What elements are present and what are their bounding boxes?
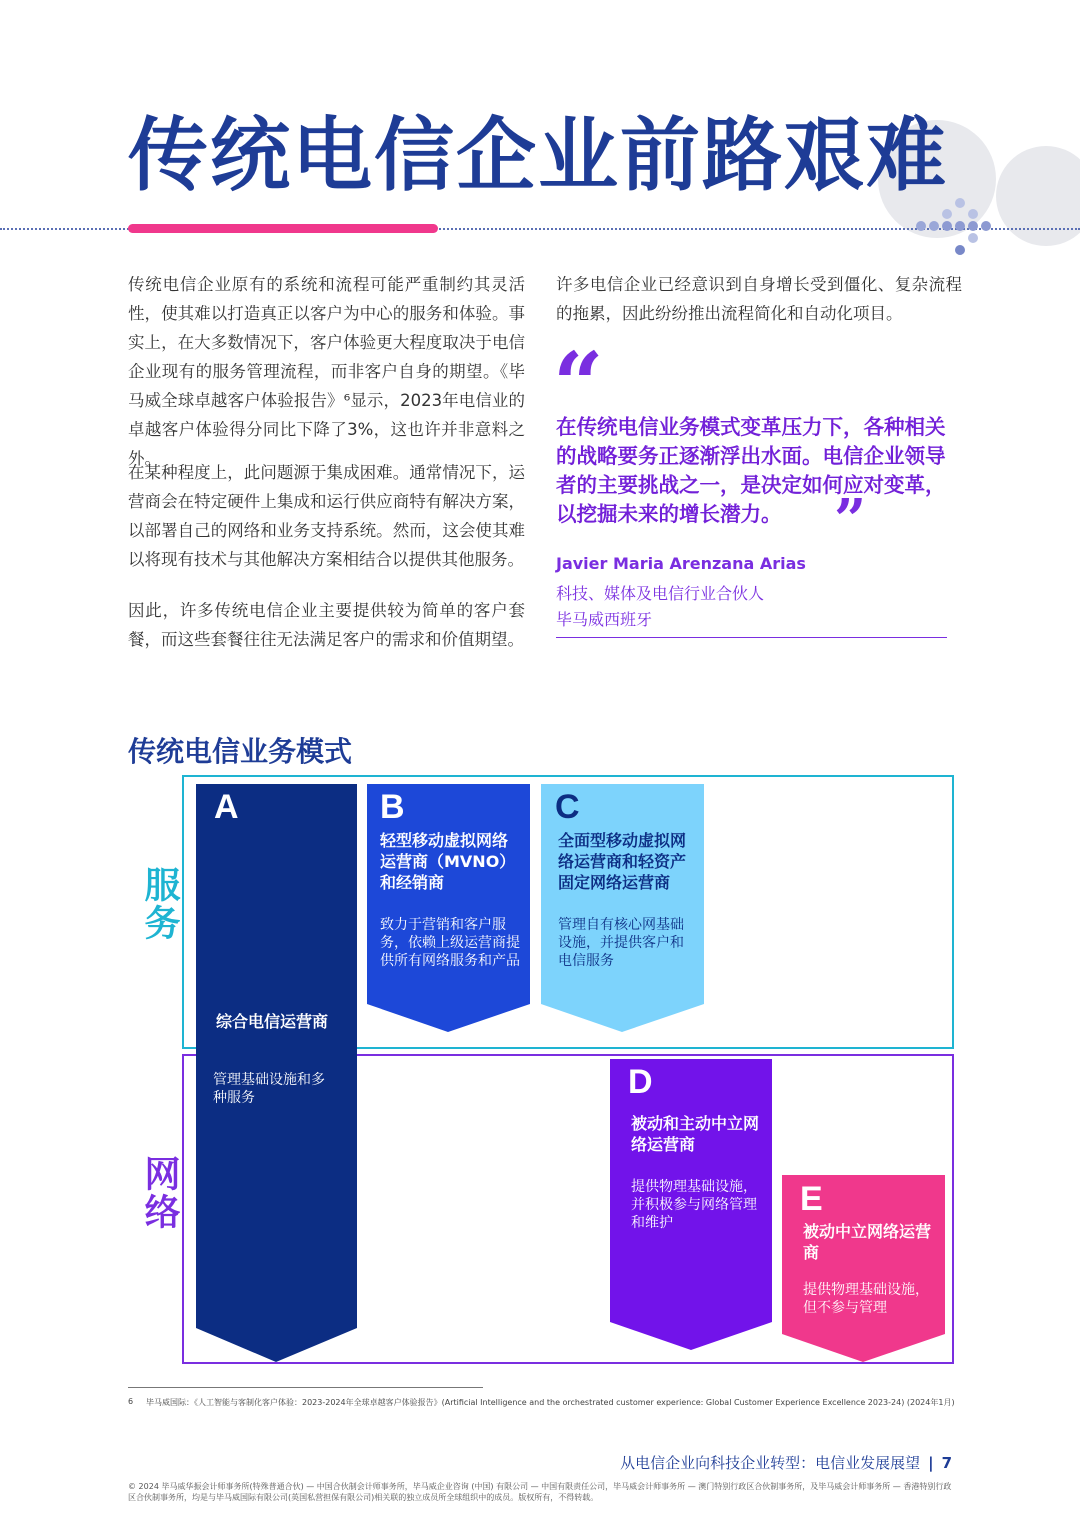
block-b-letter: B bbox=[380, 788, 405, 826]
left-paragraph-3: 因此，许多传统电信企业主要提供较为简单的客户套餐，而这些套餐往往无法满足客户的需求和价值期望。 bbox=[128, 601, 525, 649]
block-a-description: 管理基础设施和多种服务 bbox=[213, 1072, 325, 1106]
quote-open-icon: “ bbox=[553, 332, 604, 436]
footnote-text: 毕马威国际：《人工智能与客制化客户体验：2023-2024年全球卓越客户体验报告》(Artificial Intelligence and the orchestrated customer experience: Global Customer Experience Excellence 2023-24) (2024年1月) bbox=[146, 1398, 955, 1407]
footer-document-title: 从电信企业向科技企业转型：电信业发展展望 bbox=[620, 1454, 921, 1472]
row-label-network: 网络 bbox=[139, 1155, 180, 1231]
quote-close-icon: ” bbox=[834, 487, 867, 553]
author-role: 科技、媒体及电信行业合伙人 bbox=[556, 584, 765, 603]
footnote-rule bbox=[128, 1387, 483, 1388]
left-paragraph-2: 在某种程度上，此问题源于集成困难。通常情况下，运营商会在特定硬件上集成和运行供应商特有解决方案，以部署自己的网络和业务支持系统。然而，这会使其难以将现有技术与其他解决方案相结合以提供其他服务。 bbox=[128, 463, 525, 569]
block-c-letter: C bbox=[555, 788, 580, 826]
copyright-notice: © 2024 毕马威华振会计师事务所(特殊普通合伙) — 中国合伙制会计师事务所，毕马威企业咨询 (中国) 有限公司 — 中国有限责任公司，毕马威会计师事务所 — 澳门特别行政区合伙制事务所，及毕马威会计师事务所 — 香港特别行政区合伙制事务所，均是与毕马威国际有限公司(英国私营担保有限公司)相关联的独立成员所全球组织中的成员。版权所有，不得转载。 bbox=[128, 1482, 952, 1502]
right-paragraph-1: 许多电信企业已经意识到自身增长受到僵化、复杂流程的拖累，因此纷纷推出流程简化和自动化项目。 bbox=[556, 275, 962, 323]
block-a-heading: 综合电信运营商 bbox=[216, 1012, 329, 1031]
block-a-letter: A bbox=[214, 788, 239, 826]
page-footer bbox=[620, 1452, 952, 1473]
block-d-description: 提供物理基础设施，并积极参与网络管理和维护 bbox=[631, 1179, 757, 1231]
block-c-heading: 全面型移动虚拟网络运营商和轻资产固定网络运营商 bbox=[558, 831, 687, 892]
diagram-title: 传统电信业务模式 bbox=[128, 735, 353, 768]
footer-separator: | bbox=[928, 1453, 934, 1472]
block-d-letter: D bbox=[628, 1063, 653, 1101]
author-firm: 毕马威西班牙 bbox=[556, 610, 653, 629]
pull-quote: 在传统电信业务模式变革压力下，各种相关的战略要务正逐渐浮出水面。电信企业领导者的主要挑战之一，是决定如何应对变革，以挖掘未来的增长潜力。 bbox=[556, 415, 946, 526]
page-title: 传统电信企业前路艰难 bbox=[128, 109, 948, 202]
footnote-number: 6 bbox=[128, 1397, 134, 1406]
block-d-heading: 被动和主动中立网络运营商 bbox=[631, 1114, 760, 1154]
block-e-description: 提供物理基础设施，但不参与管理 bbox=[803, 1282, 929, 1316]
page-number: 7 bbox=[941, 1453, 952, 1472]
row-label-service: 服务 bbox=[139, 866, 180, 942]
block-c-description: 管理自有核心网基础设施，并提供客户和电信服务 bbox=[558, 917, 684, 969]
block-b-description: 致力于营销和客户服务，依赖上级运营商提供所有网络服务和产品 bbox=[380, 917, 520, 969]
block-b-heading: 轻型移动虚拟网络运营商（MVNO）和经销商 bbox=[380, 831, 516, 892]
quote-author: Javier Maria Arenzana Arias bbox=[556, 554, 806, 573]
left-paragraph-1: 传统电信企业原有的系统和流程可能严重制约其灵活性，使其难以打造真正以客户为中心的服务和体验。事实上，在大多数情况下，客户体验更大程度取决于电信企业现有的服务管理流程，而非客户自身的期望。《毕马威全球卓越客户体验报告》⁶显示，2023年电信业的卓越客户体验得分同比下降了3%，这也许并非意料之外。 bbox=[128, 275, 525, 468]
block-e-heading: 被动中立网络运营商 bbox=[803, 1222, 932, 1262]
block-e-letter: E bbox=[800, 1180, 823, 1218]
